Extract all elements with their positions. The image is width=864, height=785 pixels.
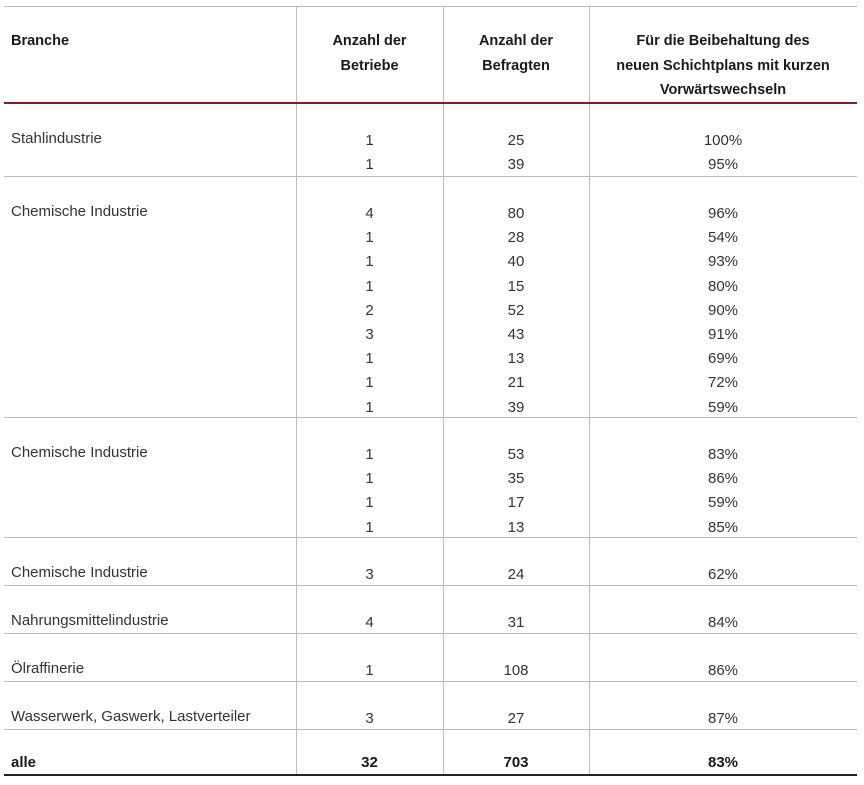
group-row (4, 586, 857, 634)
befragte-cell (443, 538, 589, 585)
total-betriebe: 32 (361, 754, 378, 771)
anteil-value: 86% (707, 470, 739, 488)
befragte-value: 21 (507, 374, 525, 392)
branche-cell (4, 586, 296, 633)
anteil-value: 95% (707, 156, 739, 174)
betriebe-value: 1 (365, 662, 374, 679)
header-beibehaltung-line2: neuen Schichtplans mit kurzen (616, 57, 830, 74)
befragte-value: 40 (507, 253, 525, 271)
anteil-cell (589, 538, 857, 585)
befragte-value: 15 (507, 277, 525, 295)
befragte-value: 28 (507, 229, 525, 247)
anteil-value: 72% (707, 374, 739, 392)
befragte-value: 39 (507, 398, 525, 416)
group-row (4, 634, 857, 682)
befragte-value: 31 (507, 614, 525, 631)
header-branche (4, 7, 296, 102)
group-row (4, 538, 857, 586)
befragte-value: 25 (507, 132, 525, 149)
anteil-value: 93% (707, 253, 739, 271)
befragte-cell (443, 586, 589, 633)
betriebe-value: 1 (365, 374, 374, 392)
anteil-value: 96% (707, 205, 739, 222)
header-betriebe-line1: Anzahl der (332, 33, 407, 49)
branche-cell (4, 177, 296, 417)
betriebe-value: 1 (365, 229, 374, 247)
table-header (4, 7, 857, 104)
anteil-cell (589, 418, 857, 537)
branche-label: Chemische Industrie (11, 203, 148, 220)
anteil-value: 54% (707, 229, 739, 247)
befragte-value: 27 (507, 710, 525, 727)
betriebe-cell (296, 418, 443, 537)
betriebe-cell (296, 586, 443, 633)
betriebe-cell (296, 177, 443, 417)
betriebe-value: 1 (365, 494, 374, 512)
branche-cell (4, 634, 296, 681)
anteil-cell (589, 634, 857, 681)
branche-label: Wasserwerk, Gaswerk, Lastverteiler (11, 708, 251, 725)
branche-cell (4, 538, 296, 585)
befragte-value: 80 (507, 205, 525, 222)
anteil-value: 59% (707, 494, 739, 512)
anteil-cell (589, 177, 857, 417)
anteil-cell (589, 682, 857, 729)
branche-cell (4, 682, 296, 729)
branche-label: Chemische Industrie (11, 564, 148, 581)
total-row (4, 730, 857, 776)
anteil-cell (589, 104, 857, 176)
branche-label: Chemische Industrie (11, 444, 148, 461)
header-befragten-line2: Befragten (482, 57, 550, 74)
branche-cell (4, 418, 296, 537)
anteil-value: 59% (707, 398, 739, 416)
befragte-value: 43 (507, 325, 525, 343)
branche-label: Nahrungsmittelindustrie (11, 612, 169, 629)
befragte-cell (443, 682, 589, 729)
data-table (4, 6, 857, 776)
befragte-value: 13 (507, 518, 525, 536)
befragte-cell (443, 634, 589, 681)
group-row (4, 177, 857, 418)
total-label: alle (11, 754, 37, 771)
anteil-value: 69% (707, 350, 739, 368)
anteil-value: 86% (707, 662, 739, 679)
betriebe-value: 1 (365, 518, 374, 536)
table-body (4, 104, 857, 730)
branche-cell (4, 104, 296, 176)
befragte-value: 35 (507, 470, 525, 488)
anteil-value: 83% (707, 446, 739, 463)
group-row (4, 682, 857, 730)
betriebe-value: 4 (365, 205, 374, 222)
anteil-value: 90% (707, 301, 739, 319)
befragte-value: 39 (507, 156, 525, 174)
header-beibehaltung (589, 7, 857, 102)
befragte-cell (443, 177, 589, 417)
befragte-cell (443, 104, 589, 176)
betriebe-value: 1 (365, 470, 374, 488)
betriebe-value: 3 (365, 566, 374, 583)
betriebe-cell (296, 538, 443, 585)
header-branche-text: Branche (11, 33, 70, 49)
header-beibehaltung-line3: Vorwärtswechseln (659, 82, 787, 98)
header-befragten-line1: Anzahl der (478, 33, 554, 49)
befragte-cell (443, 418, 589, 537)
anteil-value: 100% (703, 132, 743, 149)
befragte-value: 24 (507, 566, 525, 583)
anteil-value: 80% (707, 277, 739, 295)
header-befragten (443, 7, 589, 102)
group-row (4, 418, 857, 538)
anteil-value: 85% (707, 518, 739, 536)
betriebe-cell (296, 682, 443, 729)
betriebe-cell (296, 104, 443, 176)
betriebe-value: 1 (365, 253, 374, 271)
befragte-value: 13 (507, 350, 525, 368)
befragte-value: 52 (507, 301, 525, 319)
betriebe-value: 4 (365, 614, 374, 631)
branche-label: Ölraffinerie (11, 660, 85, 677)
anteil-value: 91% (707, 325, 739, 343)
betriebe-value: 3 (365, 710, 374, 727)
total-befragte: 703 (503, 754, 529, 771)
header-beibehaltung-line1: Für die Beibehaltung des (636, 33, 810, 49)
betriebe-value: 1 (365, 398, 374, 416)
anteil-value: 62% (707, 566, 739, 583)
anteil-value: 87% (707, 710, 739, 727)
betriebe-value: 1 (365, 446, 374, 463)
header-betriebe (296, 7, 443, 102)
betriebe-value: 1 (365, 132, 374, 149)
betriebe-cell (296, 634, 443, 681)
group-row (4, 104, 857, 177)
betriebe-value: 1 (365, 156, 374, 174)
befragte-value: 108 (503, 662, 529, 679)
branche-label: Stahlindustrie (11, 130, 102, 147)
befragte-value: 53 (507, 446, 525, 463)
header-betriebe-line2: Betriebe (340, 57, 399, 74)
befragte-value: 17 (507, 494, 525, 512)
betriebe-value: 1 (365, 277, 374, 295)
betriebe-value: 2 (365, 301, 374, 319)
betriebe-value: 1 (365, 350, 374, 368)
anteil-value: 84% (707, 614, 739, 631)
anteil-cell (589, 586, 857, 633)
betriebe-value: 3 (365, 325, 374, 343)
total-anteil: 83% (707, 754, 739, 771)
